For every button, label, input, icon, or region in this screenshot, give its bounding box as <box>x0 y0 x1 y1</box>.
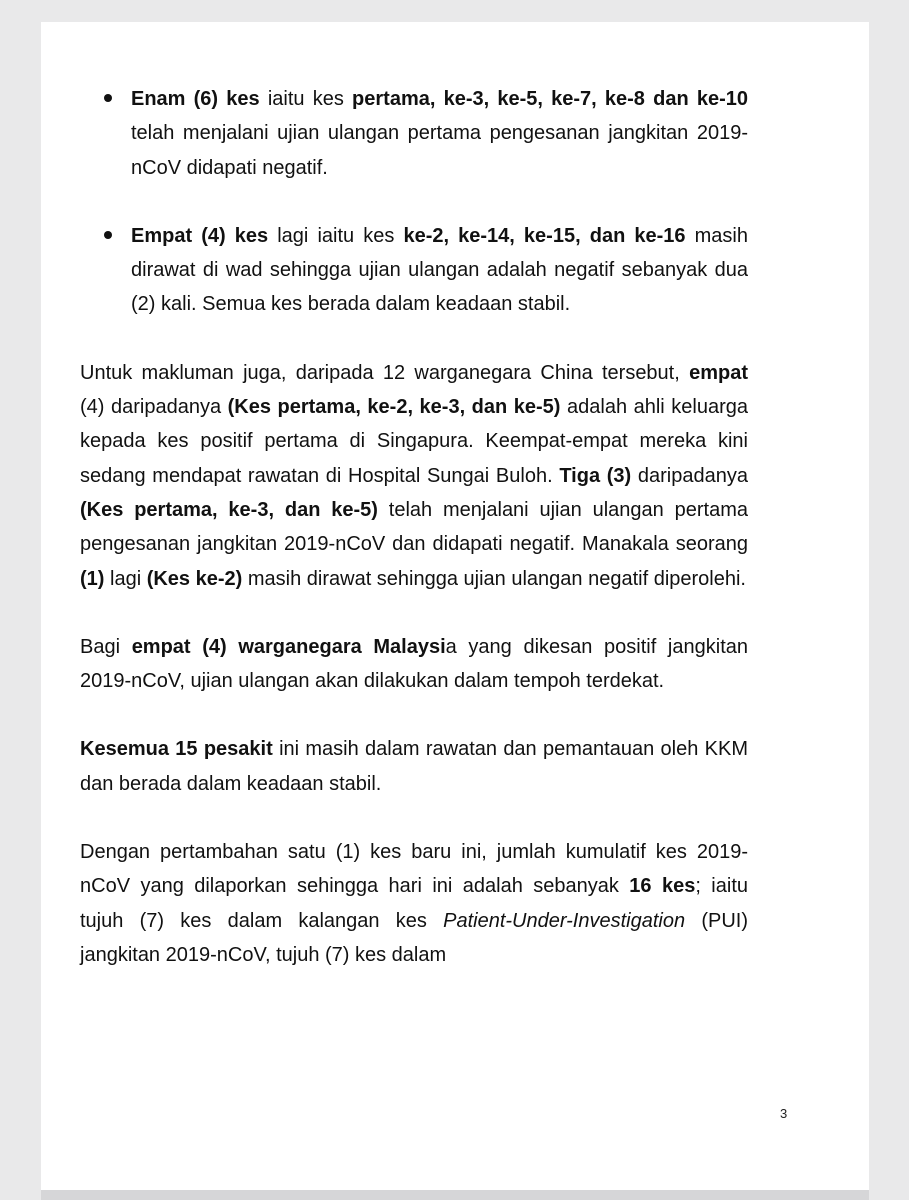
bold-text: Kesemua 15 pesakit <box>80 738 273 761</box>
text: lagi <box>104 567 147 590</box>
text: (PUI) jangkitan 2019-nCoV, tujuh (7) kes dalam <box>80 909 749 966</box>
bold-text: empat <box>689 361 748 384</box>
bullet-text: masih dirawat di wad sehingga ujian ulangan adalah negatif sebanyak dua (2) kali. Semua kes berada dalam keadaan stabil. <box>131 224 748 316</box>
bold-text: (Kes pertama, ke-3, dan ke-5) <box>80 498 378 521</box>
text: masih dirawat sehingga ujian ulangan negatif diperolehi. <box>242 567 746 590</box>
bullet-text: telah menjalani ujian ulangan pertama pengesanan jangkitan 2019-nCoV didapati negatif. <box>131 122 748 179</box>
bullet-bold-text: pertama, ke-3, ke-5, ke-7, ke-8 dan ke-10 <box>352 88 749 110</box>
text: a yang dikesan positif jangkitan 2019-nCoV, ujian ulangan akan dilakukan dalam tempoh terdekat. <box>80 635 748 693</box>
paragraph-all-patients <box>80 732 748 801</box>
text: ; iaitu tujuh (7) kes dalam kalangan kes <box>80 875 748 932</box>
bold-text: (Kes ke-2) <box>146 567 243 590</box>
bullet-bold-text: ke-2, ke-14, ke-15, dan ke-16 <box>403 224 686 247</box>
document-body <box>80 82 748 972</box>
bullet-bold-text: Enam (6) kes <box>131 88 260 110</box>
paragraph-china-nationals <box>80 356 748 596</box>
bullet-item <box>80 82 748 185</box>
paragraph-cumulative <box>80 835 748 972</box>
text: Dengan pertambahan satu (1) kes baru ini, jumlah kumulatif kes 2019-nCoV yang dilaporkan sehingga hari ini adalah sebanyak <box>80 841 748 898</box>
text: ini masih dalam rawatan dan pemantauan oleh KKM dan berada dalam keadaan stabil. <box>80 738 748 795</box>
text: Untuk makluman juga, daripada 12 warganegara China tersebut, <box>80 361 690 384</box>
paragraph-malaysians <box>80 630 748 699</box>
text: telah menjalani ujian ulangan pertama pengesanan jangkitan 2019-nCoV dan didapati negatif. Manakala seorang <box>80 498 748 556</box>
next-page-edge <box>41 1190 869 1200</box>
bullet-item <box>80 219 748 322</box>
bullet-text: iaitu kes <box>259 88 353 110</box>
bullet-dot-icon <box>104 231 112 239</box>
bold-text: (Kes pertama, ke-2, ke-3, dan ke-5) <box>227 396 561 419</box>
bullet-dot-icon <box>104 94 112 102</box>
text: (4) daripadanya <box>80 396 228 419</box>
bold-text: (1) <box>80 567 105 590</box>
text: Bagi <box>80 635 132 658</box>
bullet-text: lagi iaitu kes <box>268 224 404 247</box>
text: adalah ahli keluarga kepada kes positif pertama di Singapura. Keempat-empat mereka kini sedang mendapat rawatan di Hospital Sungai Buloh. <box>80 396 748 487</box>
bullet-bold-text: Empat (4) kes <box>131 224 269 247</box>
bold-text: Tiga (3) <box>559 464 632 487</box>
bold-text: empat (4) warganegara Malaysi <box>131 635 446 658</box>
page-number: 3 <box>780 1106 788 1121</box>
text: daripadanya <box>631 464 748 487</box>
bold-text: 16 kes <box>629 875 696 898</box>
italic-text: Patient-Under-Investigation <box>443 909 686 932</box>
